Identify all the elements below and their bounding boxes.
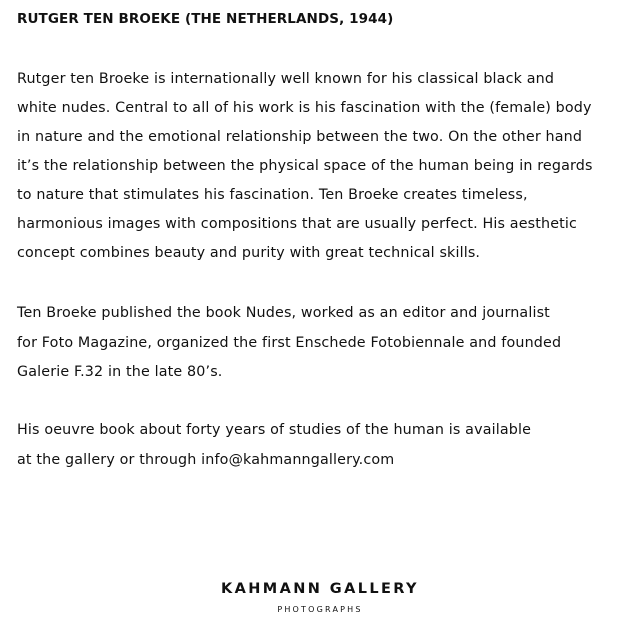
paragraph-line: it’s the relationship between the physical space of the human being in regards — [17, 158, 593, 174]
paragraph-line: Galerie F.32 in the late 80’s. — [17, 364, 223, 380]
paragraph-line: harmonious images with compositions that are usually perfect. His aesthetic — [17, 216, 578, 232]
paragraph-line: for Foto Magazine, organized the first Enschede Fotobiennale and founded — [17, 335, 562, 351]
paragraph-line: His oeuvre book about forty years of studies of the human is available — [17, 422, 532, 438]
paragraph-line: concept combines beauty and purity with great technical skills. — [17, 245, 481, 261]
paragraph-line: in nature and the emotional relationship between the two. On the other hand — [17, 129, 583, 145]
paragraph-line: Ten Broeke published the book Nudes, worked as an editor and journalist — [17, 305, 550, 321]
paragraph-line: Rutger ten Broeke is internationally well known for his classical black and — [17, 71, 555, 87]
gallery-name: KAHMANN GALLERY — [221, 581, 419, 597]
paragraph-line: at the gallery or through info@kahmanngallery.com — [17, 452, 395, 468]
paragraph-line: to nature that stimulates his fascination. Ten Broeke creates timeless, — [17, 187, 528, 203]
paragraph-line: white nudes. Central to all of his work is his fascination with the (female) body — [17, 100, 592, 116]
gallery-subtitle: PHOTOGRAPHS — [277, 605, 363, 614]
artist-heading: RUTGER TEN BROEKE (THE NETHERLANDS, 1944) — [17, 11, 394, 27]
